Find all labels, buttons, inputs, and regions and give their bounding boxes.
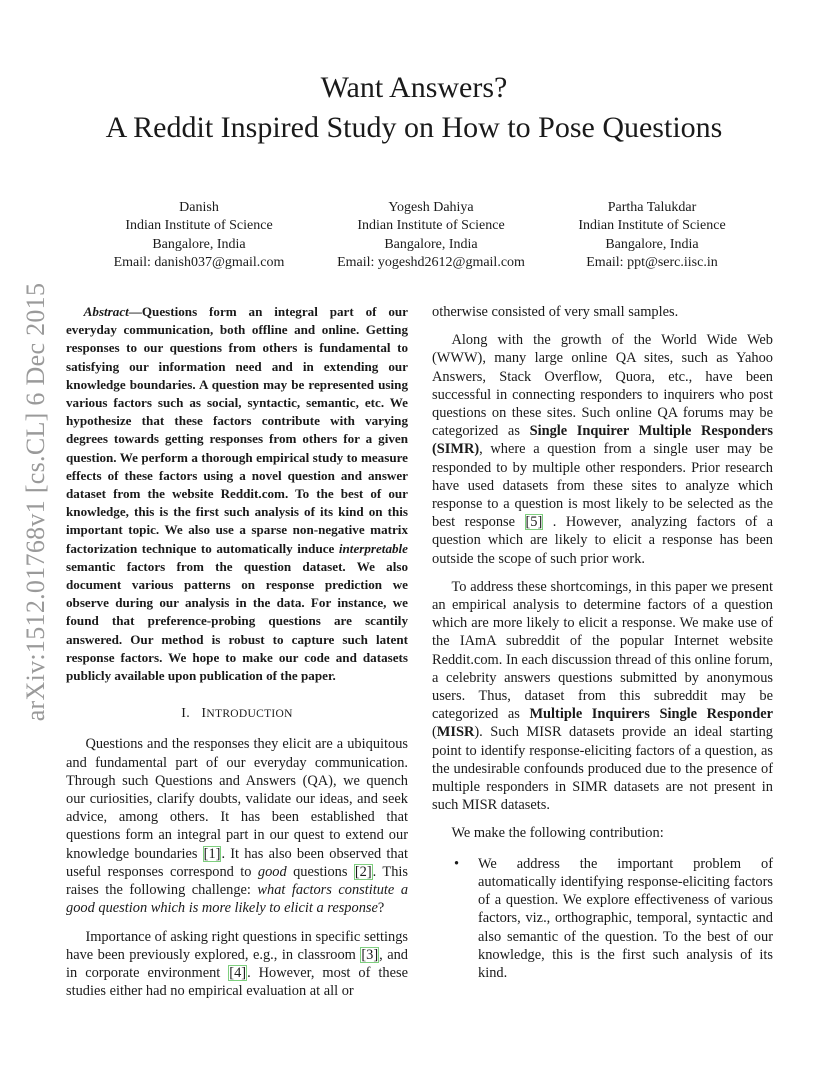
text-run: . This raises the following challenge:: [66, 863, 408, 899]
paper-title-line-1: Want Answers?: [320, 71, 508, 104]
right-paragraph-2: [432, 578, 773, 815]
author-affiliation: Indian Institute of Science: [578, 218, 726, 234]
section-title-first: I: [201, 706, 207, 722]
text-run: . However, analyzing factors of a question which are likely to elicit a response has been outside the scope of such prior work.: [432, 514, 773, 567]
section-number: I.: [181, 706, 191, 722]
text-run: questions: [286, 863, 354, 880]
paper-title-line-2: A Reddit Inspired Study on How to Pose Questions: [105, 111, 723, 144]
contribution-list: [432, 855, 773, 982]
text-run: To address these shortcomings, in this paper we present an empirical analysis to determine factors of a question which are more likely to elicit a response. We make use of the IAmA subreddit of the popular Internet website Reddit.com. In each discussion thread of this online forum, a celebrity answers questions submitted by anonymous users. Thus, dataset from this subreddit may be categorized as: [432, 578, 773, 723]
text-run: Along with the growth of the World Wide Web (WWW), many large online QA sites, such as Yahoo Answers, Stack Overflow, Quora, etc., have been successful in connecting responders to inquirers who post questions on these sites. Such online QA forums may be categorized as: [432, 332, 773, 440]
citation-link-4[interactable]: [4]: [229, 964, 247, 981]
text-run: , where a question from a single user may be responded to by multiple other responders. Prior research have used datasets from these sites to analyze which response to a question is most likely to be selected as the best response: [432, 441, 773, 531]
text-run: Questions and the responses they elicit are a ubiquitous and fundamental part of our everyday communication. Through such Questions and Answers (QA), we quench our curiosities, clarify doubts, validate our ideas, and seek advice, among others. It has been established that questions form an integral part in our quest to extend our knowledge boundaries: [66, 736, 408, 862]
text-run: . However, most of these studies either had no empirical evaluation at all or: [66, 964, 408, 1000]
text-run: , and in corporate environment: [66, 946, 408, 981]
section-heading-introduction: [66, 705, 408, 723]
list-item: [432, 855, 773, 982]
author-name: Partha Talukdar: [607, 200, 697, 215]
abstract-label: Abstract: [83, 304, 129, 319]
citation-link-2[interactable]: [2]: [354, 863, 372, 880]
author-location: Bangalore, India: [605, 236, 699, 252]
text-run: Importance of asking right questions in specific settings have been previously explored, e.g., in classroom: [66, 928, 408, 963]
author-block-1: [108, 199, 290, 272]
text-run: (: [432, 724, 437, 741]
abstract-emphasis: interpretable: [338, 540, 408, 556]
author-block-2: [326, 199, 536, 272]
author-name: Yogesh Dahiya: [388, 200, 474, 215]
author-email: Email: danish037@gmail.com: [113, 254, 285, 270]
bullet-icon: •: [454, 855, 460, 872]
author-name: Danish: [179, 200, 219, 215]
author-email: Email: ppt@serc.iisc.in: [586, 254, 718, 270]
author-affiliation: Indian Institute of Science: [357, 218, 505, 234]
left-column: [66, 303, 408, 1000]
author-email: Email: yogeshd2612@gmail.com: [337, 254, 525, 270]
citation-link-1[interactable]: [1]: [203, 845, 221, 862]
research-challenge: what factors constitute a good question which is more likely to elicit a response: [66, 882, 409, 917]
abstract-text-2: semantic factors from the question dataset. We also document various patterns on response prediction we observe during our analysis in the data. For instance, we found that preference-probing questions are scantily answered. Our method is robust to capture such latent response factors. We hope to make our code and datasets publicly available upon publication of the paper.: [66, 558, 408, 684]
citation-link-5[interactable]: [5]: [525, 514, 543, 531]
continued-paragraph: otherwise consisted of very small samples.: [432, 304, 679, 320]
text-run: ?: [377, 900, 385, 917]
contributions-intro: We make the following contribution:: [451, 825, 664, 842]
intro-paragraph-1: [66, 735, 408, 917]
right-column: [432, 303, 773, 982]
author-location: Bangalore, India: [384, 236, 478, 252]
term-misr: Multiple Inquirers Single Responder: [529, 706, 773, 723]
abstract-text-1: —Questions form an integral part of our everyday communication, both offline and online. Getting responses to our questions from others is fundamental to satisfying our information need and in extending our knowledge boundaries. A question may be represented using various factors such as social, syntactic, semantic, etc. We hypothesize that these factors contribute with varying degrees towards getting responses from others for a given question. We perform a thorough empirical study to measure effects of these factors using a novel question and answer dataset from the website Reddit.com. To the best of our knowledge, this is the first such analysis of its kind on this important topic. We also use a sparse non-negative matrix factorization technique to automatically induce: [66, 304, 408, 556]
section-title-rest: NTRODUCTION: [206, 708, 293, 721]
citation-link-3[interactable]: [3]: [361, 946, 379, 963]
right-paragraph-1: [432, 331, 773, 568]
emphasis-good: good: [257, 863, 287, 880]
text-run: ). Such MISR datasets provide an ideal starting point to identify response-eliciting factors of a question, as the undesirable confounds produced due to the presence of multiple responders in SIMR datasets are not present in such MISR datasets.: [432, 724, 773, 814]
abstract: [66, 303, 408, 685]
author-location: Bangalore, India: [152, 236, 246, 252]
arxiv-identifier-stamp[interactable]: arXiv:1512.01768v1 [cs.CL] 6 Dec 2015: [21, 282, 50, 722]
author-block-3: [567, 199, 737, 272]
list-item-text: We address the important problem of automatically identifying response-eliciting factors of a question. We explore effectiveness of various factors, viz., orthographic, temporal, syntactic and also semantic of the question. To the best of our knowledge, this is the first such analysis of its kind.: [478, 855, 773, 981]
term-simr: Single Inquirer Multiple Responders (SIMR): [432, 423, 773, 458]
author-affiliation: Indian Institute of Science: [125, 218, 273, 234]
term-misr-abbrev: MISR: [436, 724, 475, 741]
intro-paragraph-2: [66, 928, 408, 1001]
text-run: . It has also been observed that useful responses correspond to: [66, 845, 408, 880]
